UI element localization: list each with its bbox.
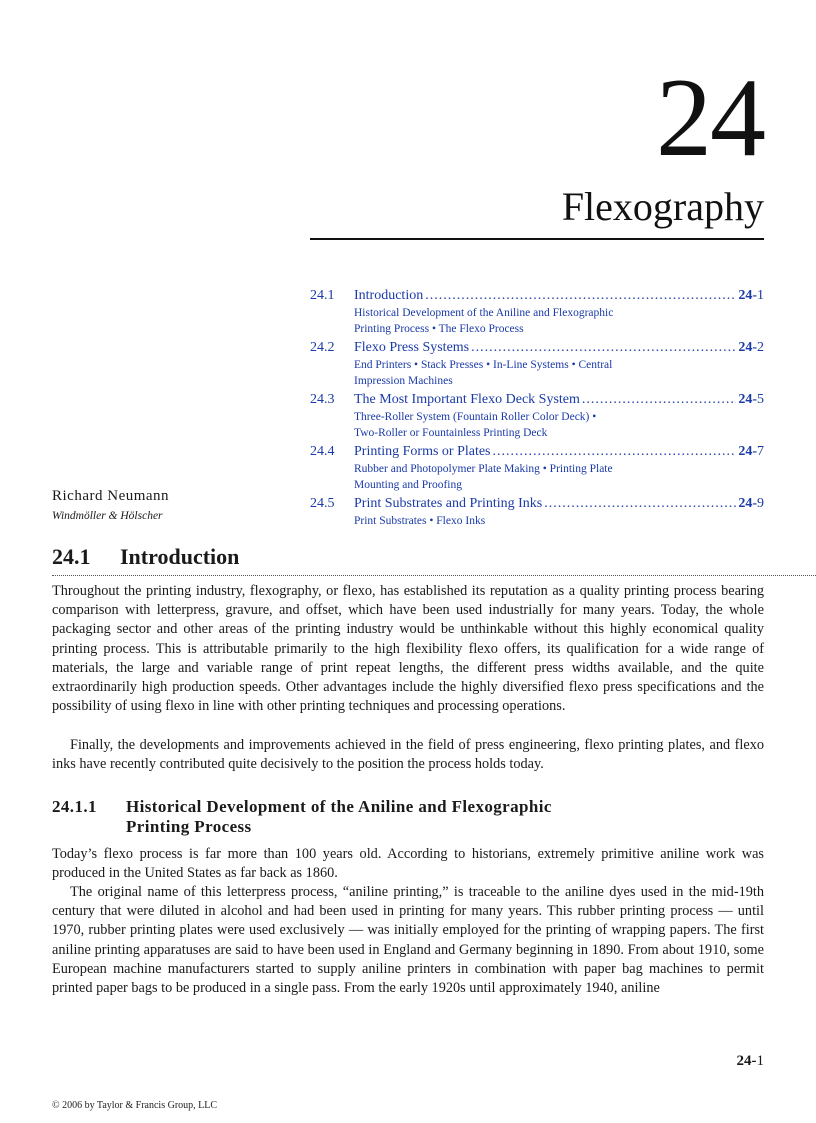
page-number-chapter: 24- [736, 1053, 757, 1069]
toc-entry-link[interactable] [310, 495, 764, 513]
toc-entry[interactable] [310, 443, 764, 493]
page-number [737, 1053, 765, 1070]
toc-section-title[interactable]: Print Substrates and Printing Inks [354, 496, 543, 511]
toc-dot-leader [493, 443, 737, 461]
toc-section-title[interactable]: Flexo Press Systems [354, 340, 470, 355]
toc-section-number: 24.4 [310, 444, 335, 459]
toc-section-title[interactable]: The Most Important Flexo Deck System [354, 392, 580, 407]
author-affiliation: Windmöller & Hölscher [52, 510, 163, 522]
history-paragraph-2: The original name of this letterpress process, “aniline printing,” is traceable to the aniline dyes used in the mid-19th century that were diluted in alcohol and had been used in printing for many years. This rubber printing process — until 1970, rubber printing plates were used exclusively — was initially employed for the printing of wrapping papers. The first aniline printing apparatuses are said to have been used in England and Germany beginning in 1890. From about 1910, some European machine manufacturers started to supply aniline printers in combination with paper bag machines to permit printed paper bags to be produced in a single pass. From the early 1920s until approximately 1940, aniline [52, 884, 764, 997]
section-title: Introduction [120, 544, 240, 569]
toc-page-chapter: 24- [738, 444, 757, 459]
toc-section-number: 24.5 [310, 496, 335, 511]
toc-entry-link[interactable] [310, 287, 764, 305]
intro-paragraph-2: Finally, the developments and improvements achieved in the field of press engineering, flexo printing plates, and flexo inks have recently contributed quite decisively to the position the process holds today. [52, 737, 764, 773]
intro-paragraph-1: Throughout the printing industry, flexography, or flexo, has established its reputation as a quality printing process bearing comparison with letterpress, gravure, and offset, which have been used industrially for many years. Today, the whole packaging sector and other areas of the printing industry would be unthinkable without this highly economical quality printing process. This is attributable primarily to the high flexibility flexo offers, its qualification for a wide range of materials, the large and variable range of print repeat lengths, the different press widths available, and the quite extraordinarily high production speeds. Other advantages include the highly diversified flexo press specifications and the possibility of using flexo in line with other printing techniques and processing operations. [52, 583, 764, 715]
toc-page-chapter: 24- [738, 392, 757, 407]
toc-subtopics-line[interactable]: Rubber and Photopolymer Plate Making • Printing Plate [354, 463, 613, 475]
table-of-contents [310, 287, 764, 531]
toc-section-number: 24.2 [310, 340, 335, 355]
chapter-number: 24 [656, 56, 764, 180]
toc-subtopics-line[interactable]: Mounting and Proofing [354, 479, 462, 491]
toc-dot-leader [544, 495, 736, 513]
copyright-notice: © 2006 by Taylor & Francis Group, LLC [52, 1100, 218, 1111]
toc-entry[interactable] [310, 495, 764, 529]
section-rule [52, 575, 816, 576]
subsection-title-line-2: Printing Process [126, 817, 252, 836]
toc-entry[interactable] [310, 287, 764, 337]
toc-dot-leader [582, 391, 736, 409]
toc-page-reference[interactable] [738, 443, 764, 461]
toc-entry-link[interactable] [310, 443, 764, 461]
toc-subtopics-line[interactable]: Two-Roller or Fountainless Printing Deck [354, 427, 548, 439]
chapter-title: Flexography [561, 184, 764, 229]
subsection-title-line-1: Historical Development of the Aniline and Flexographic [126, 797, 552, 816]
toc-subtopics-line[interactable]: Historical Development of the Aniline and Flexographic [354, 307, 614, 319]
toc-section-title[interactable]: Printing Forms or Plates [354, 444, 491, 459]
toc-subtopics-line[interactable]: Print Substrates • Flexo Inks [354, 515, 486, 527]
chapter-title-rule [310, 238, 764, 240]
author-name: Richard Neumann [52, 488, 170, 504]
subsection-number: 24.1.1 [52, 797, 97, 816]
toc-page-reference[interactable] [738, 391, 764, 409]
toc-section-number: 24.3 [310, 392, 335, 407]
section-heading [52, 544, 239, 570]
toc-entry-link[interactable] [310, 391, 764, 409]
toc-page-chapter: 24- [738, 340, 757, 355]
toc-page-number: 2 [757, 340, 764, 355]
subsection-heading [52, 797, 686, 837]
toc-subtopics-line[interactable]: Printing Process • The Flexo Process [354, 323, 524, 335]
toc-dot-leader [471, 339, 736, 357]
toc-subtopics-line[interactable]: Three-Roller System (Fountain Roller Color Deck) • [354, 411, 597, 423]
toc-entry[interactable] [310, 391, 764, 441]
toc-page-number: 9 [757, 496, 764, 511]
toc-page-reference[interactable] [738, 287, 764, 305]
toc-page-chapter: 24- [738, 496, 757, 511]
toc-entry-link[interactable] [310, 339, 764, 357]
page-number-value: 1 [756, 1053, 764, 1069]
section-number: 24.1 [52, 544, 91, 569]
toc-page-chapter: 24- [738, 288, 757, 303]
toc-page-number: 5 [757, 392, 764, 407]
toc-page-number: 7 [757, 444, 764, 459]
toc-page-reference[interactable] [738, 339, 764, 357]
toc-page-number: 1 [757, 288, 764, 303]
toc-subtopics-line[interactable]: Impression Machines [354, 375, 453, 387]
toc-page-reference[interactable] [738, 495, 764, 513]
toc-section-title[interactable]: Introduction [354, 288, 424, 303]
toc-subtopics-line[interactable]: End Printers • Stack Presses • In-Line Systems • Central [354, 359, 613, 371]
history-paragraph-1: Today’s flexo process is far more than 100 years old. According to historians, extremely primitive aniline work was produced in the United States as far back as 1860. [52, 846, 764, 882]
toc-dot-leader [425, 287, 736, 305]
toc-entry[interactable] [310, 339, 764, 389]
toc-section-number: 24.1 [310, 288, 335, 303]
